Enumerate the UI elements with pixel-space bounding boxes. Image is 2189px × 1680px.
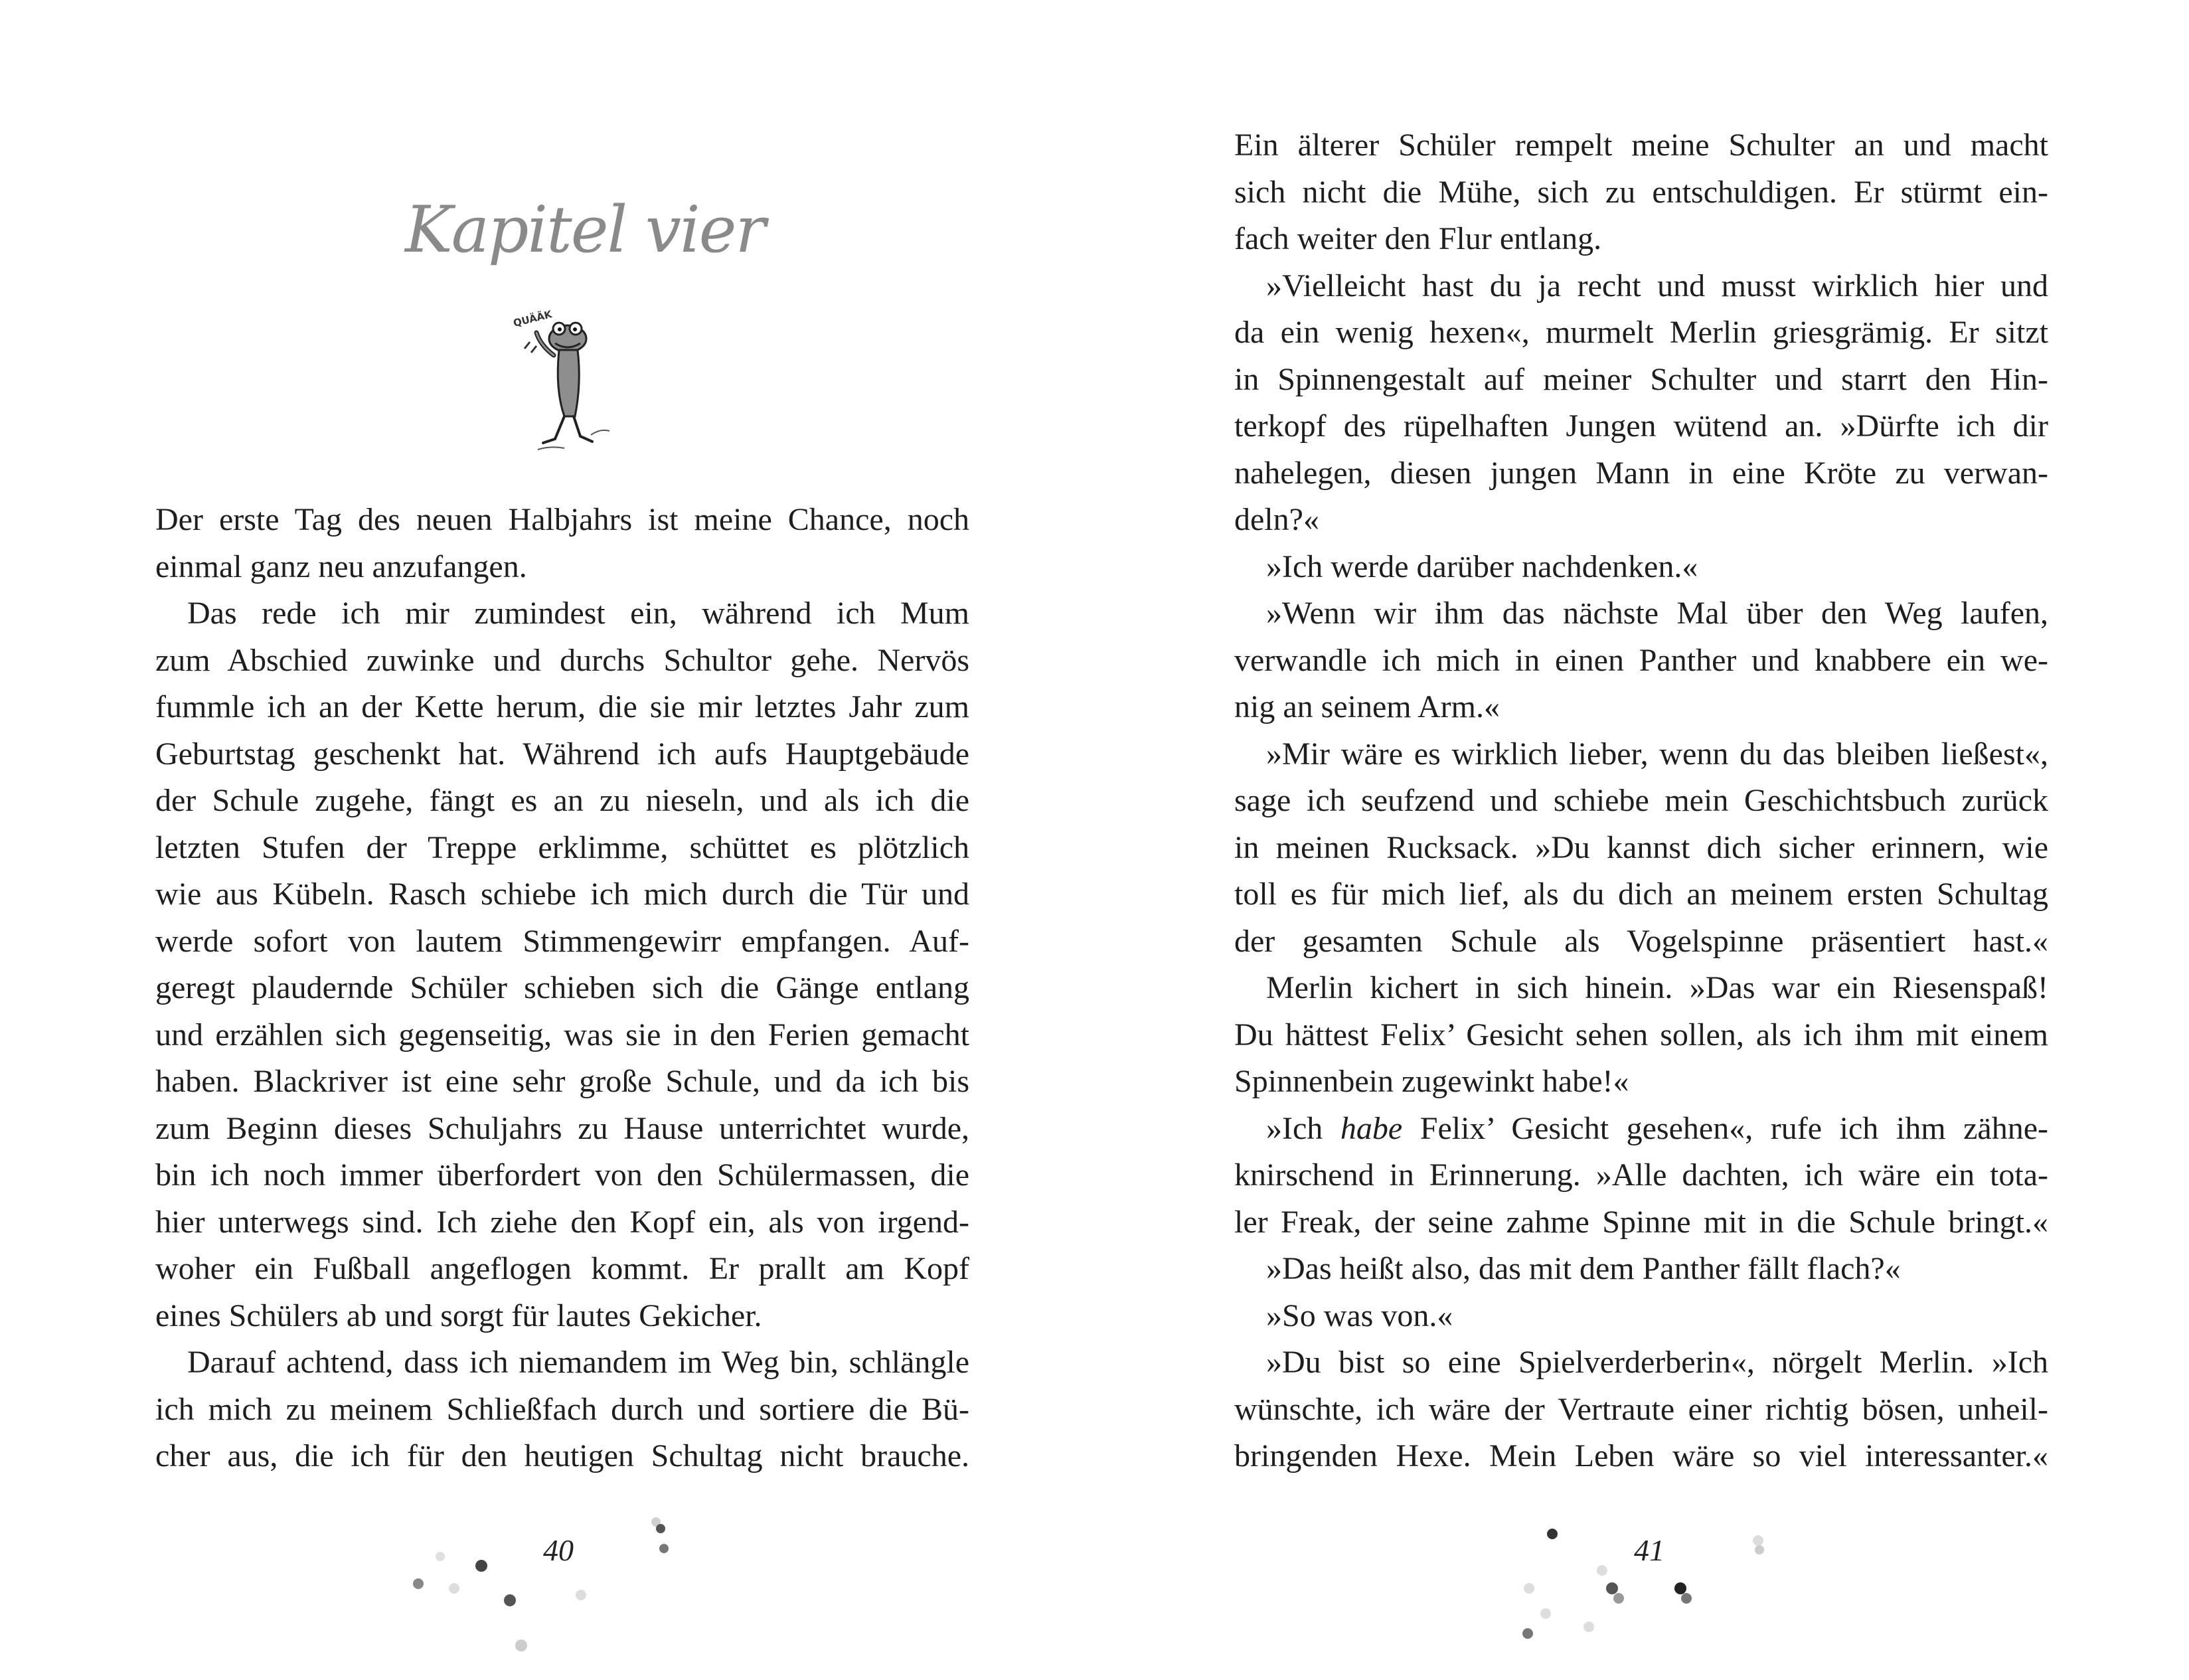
- text-line: ich mich zu meinem Schließfach durch und sortiere die Bü-: [155, 1391, 969, 1427]
- frog-illustration: [511, 302, 624, 455]
- text-line: zum Abschied zuwinke und durchs Schultor gehe. Nervös: [155, 642, 969, 678]
- decorative-dots-left: [398, 1507, 704, 1667]
- text-line: Du hättest Felix’ Gesicht sehen sollen, als ich ihm mit einem: [1234, 1017, 2048, 1052]
- text-line: geregt plaudernde Schüler schieben sich die Gänge entlang: [155, 970, 969, 1005]
- text-line: knirschend in Erinnerung. »Alle dachten, ich wäre ein tota-: [1234, 1157, 2048, 1193]
- decorative-dots-right: [1459, 1507, 1765, 1667]
- text-line: letzten Stufen der Treppe erklimme, schüttet es plötzlich: [155, 829, 969, 865]
- text-line: hier unterwegs sind. Ich ziehe den Kopf ein, als von irgend-: [155, 1204, 969, 1240]
- text-line: wie aus Kübeln. Rasch schiebe ich mich durch die Tür und: [155, 877, 969, 912]
- text-line: einmal ganz neu anzufangen.: [155, 548, 527, 584]
- text-line: toll es für mich lief, als du dich an meinem ersten Schultag: [1234, 877, 2048, 912]
- text-line: ler Freak, der seine zahme Spinne mit in die Schule bringt.«: [1234, 1204, 2048, 1240]
- text-line: in meinen Rucksack. »Du kannst dich sicher erinnern, wie: [1234, 829, 2048, 865]
- text-line: »Mir wäre es wirklich lieber, wenn du das bleiben ließest«,: [1266, 736, 2048, 772]
- text-line: wünschte, ich wäre der Vertraute einer richtig bösen, unheil-: [1234, 1391, 2048, 1427]
- text-line: Darauf achtend, dass ich niemandem im Weg bin, schlängle: [187, 1345, 969, 1380]
- text-line: bringenden Hexe. Mein Leben wäre so viel interessanter.«: [1234, 1438, 2048, 1473]
- text-line: fummle ich an der Kette herum, die sie mir letztes Jahr zum: [155, 689, 969, 724]
- chapter-title: Kapitel vier: [405, 193, 765, 267]
- text-line: cher aus, die ich für den heutigen Schultag nicht brauche.: [155, 1438, 969, 1473]
- text-line: terkopf des rüpelhaften Jungen wütend an. »Dürfte ich dir: [1234, 408, 2048, 444]
- frog-icon: [511, 302, 624, 455]
- text-line: da ein wenig hexen«, murmelt Merlin griesgrämig. Er sitzt: [1234, 315, 2048, 350]
- text-line: Ein älterer Schüler rempelt meine Schulter an und macht: [1234, 127, 2048, 163]
- text-line: Der erste Tag des neuen Halbjahrs ist meine Chance, noch: [155, 502, 969, 537]
- text-line: »Wenn wir ihm das nächste Mal über den Weg laufen,: [1266, 596, 2048, 631]
- text-line: Spinnenbein zugewinkt habe!«: [1234, 1064, 1629, 1099]
- text-line: verwandle ich mich in einen Panther und knabbere ein we-: [1234, 642, 2048, 678]
- text-line: »So was von.«: [1266, 1298, 1453, 1333]
- text-line: fach weiter den Flur entlang.: [1234, 221, 1602, 256]
- right-page-text: [1234, 122, 2048, 1480]
- text-line: »Ich habe Felix’ Gesicht gesehen«, rufe ich ihm zähne-: [1266, 1110, 2048, 1146]
- text-line: »Das heißt also, das mit dem Panther fällt flach?«: [1266, 1251, 1901, 1286]
- text-line: sage ich seufzend und schiebe mein Geschichtsbuch zurück: [1234, 783, 2048, 818]
- right-page: [1094, 0, 2189, 1680]
- text-line: »Du bist so eine Spielverderberin«, nörgelt Merlin. »Ich: [1266, 1345, 2048, 1380]
- text-line: sich nicht die Mühe, sich zu entschuldigen. Er stürmt ein-: [1234, 174, 2048, 210]
- left-page: [0, 0, 1094, 1680]
- text-line: werde sofort von lautem Stimmengewirr empfangen. Auf-: [155, 923, 969, 959]
- text-line: und erzählen sich gegenseitig, was sie in den Ferien gemacht: [155, 1017, 969, 1052]
- page-number-left: 40: [543, 1533, 574, 1567]
- text-line: nig an seinem Arm.«: [1234, 689, 1500, 724]
- left-page-text: [155, 497, 969, 1480]
- text-line: zum Beginn dieses Schuljahrs zu Hause unterrichtet wurde,: [155, 1110, 969, 1146]
- text-line: deln?«: [1234, 502, 1319, 537]
- text-line: eines Schülers ab und sorgt für lautes Gekicher.: [155, 1298, 762, 1333]
- text-line: bin ich noch immer überfordert von den Schülermassen, die: [155, 1157, 969, 1193]
- text-line: Merlin kichert in sich hinein. »Das war ein Riesenspaß!: [1266, 970, 2048, 1005]
- text-line: Geburtstag geschenkt hat. Während ich aufs Hauptgebäude: [155, 736, 969, 772]
- text-line: nahelegen, diesen jungen Mann in eine Kröte zu verwan-: [1234, 455, 2048, 491]
- text-line: haben. Blackriver ist eine sehr große Schule, und da ich bis: [155, 1064, 969, 1099]
- text-line: woher ein Fußball angeflogen kommt. Er prallt am Kopf: [155, 1251, 969, 1286]
- text-line: »Ich werde darüber nachdenken.«: [1266, 548, 1698, 584]
- page-number-right: 41: [1634, 1533, 1664, 1567]
- text-line: Das rede ich mir zumindest ein, während ich Mum: [187, 596, 969, 631]
- text-line: der Schule zugehe, fängt es an zu nieseln, und als ich die: [155, 783, 969, 818]
- text-line: »Vielleicht hast du ja recht und musst wirklich hier und: [1266, 268, 2048, 303]
- text-line: in Spinnengestalt auf meiner Schulter und starrt den Hin-: [1234, 361, 2048, 397]
- text-line: der gesamten Schule als Vogelspinne präsentiert hast.«: [1234, 923, 2048, 959]
- quaak-text: QUÄÄK: [512, 308, 554, 329]
